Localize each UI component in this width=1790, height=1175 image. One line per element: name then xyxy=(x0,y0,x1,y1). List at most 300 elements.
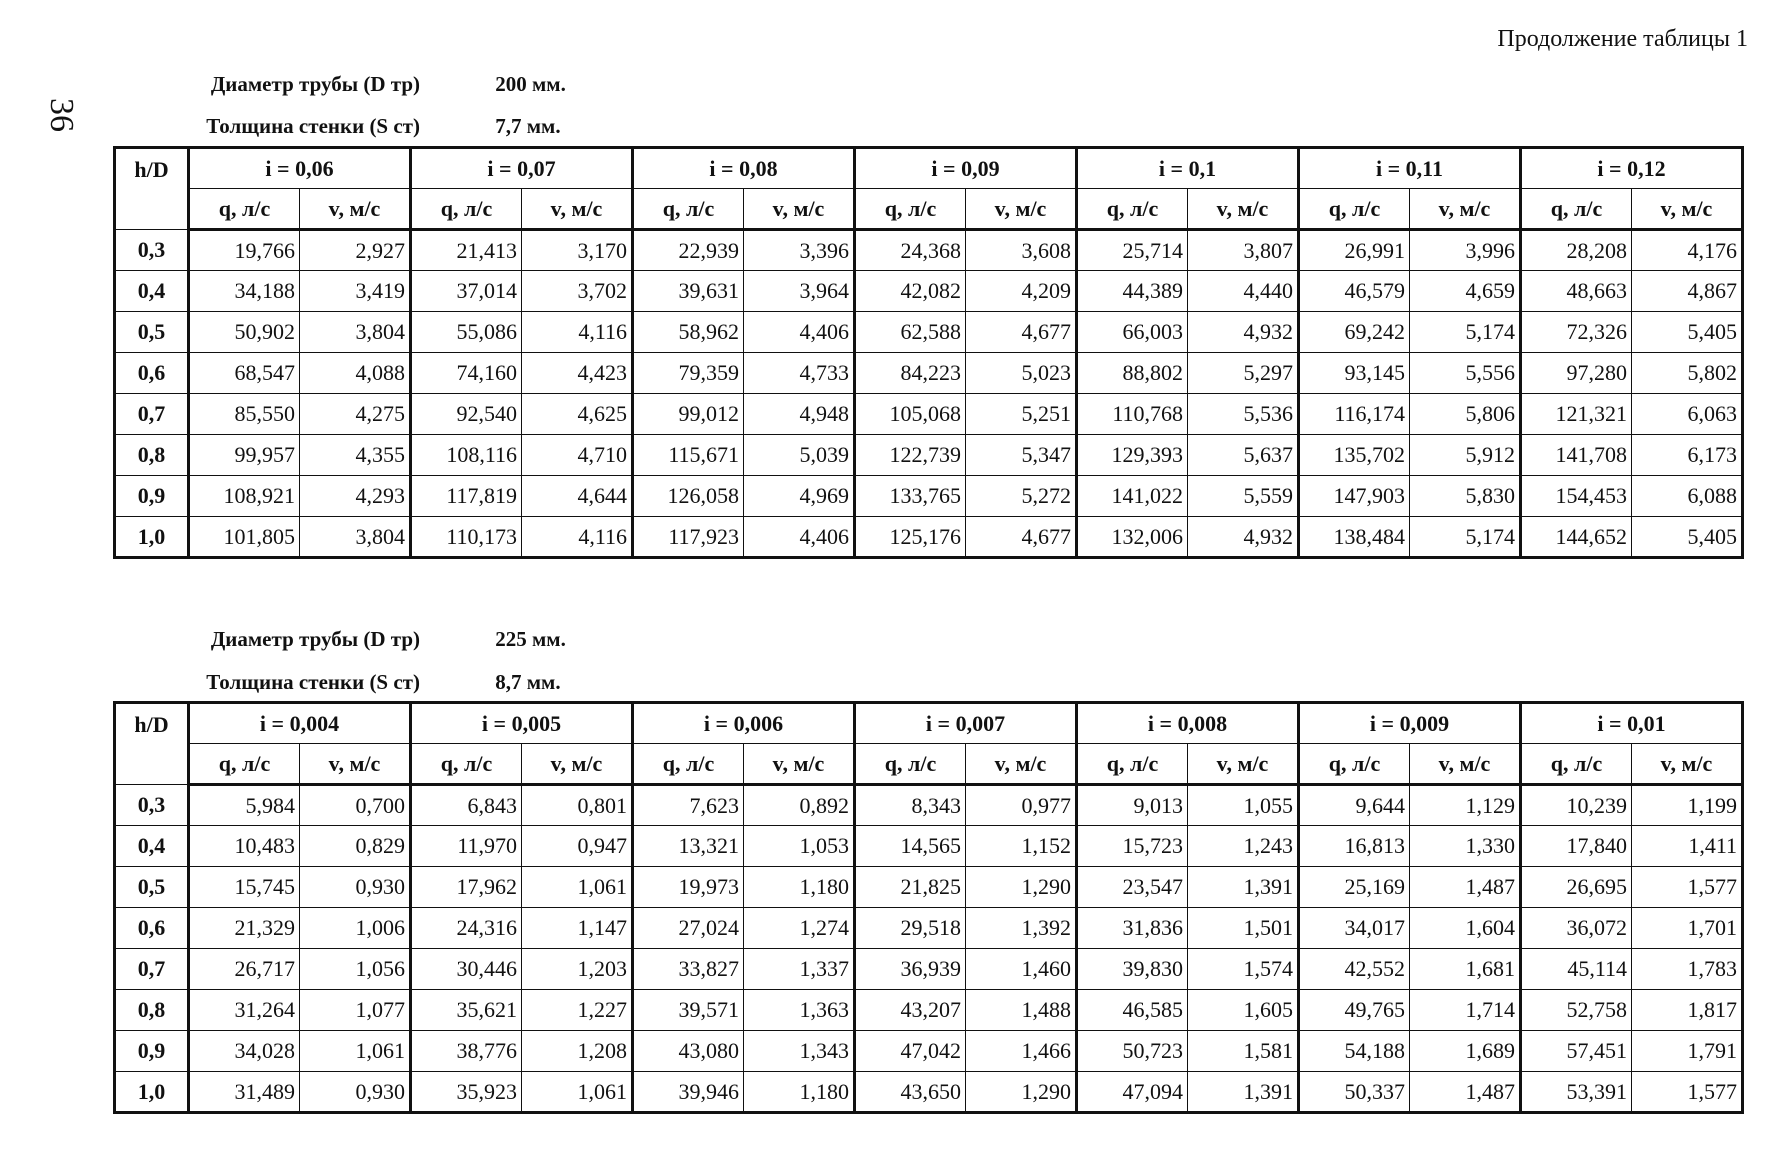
velocity-cell: 1,203 xyxy=(522,949,633,990)
flow-column-header: q, л/с xyxy=(411,744,522,785)
flow-cell: 57,451 xyxy=(1521,1031,1632,1072)
flow-cell: 21,413 xyxy=(411,230,522,271)
flow-cell: 24,368 xyxy=(855,230,966,271)
velocity-cell: 1,392 xyxy=(966,908,1077,949)
flow-cell: 50,337 xyxy=(1299,1072,1410,1113)
flow-cell: 7,623 xyxy=(633,785,744,826)
flow-column-header: q, л/с xyxy=(1521,744,1632,785)
velocity-cell: 1,391 xyxy=(1188,1072,1299,1113)
velocity-cell: 4,867 xyxy=(1632,271,1743,312)
velocity-cell: 1,574 xyxy=(1188,949,1299,990)
velocity-cell: 1,689 xyxy=(1410,1031,1521,1072)
flow-column-header: q, л/с xyxy=(633,744,744,785)
flow-cell: 25,714 xyxy=(1077,230,1188,271)
flow-cell: 147,903 xyxy=(1299,476,1410,517)
velocity-column-header: v, м/с xyxy=(1188,189,1299,230)
hd-value: 0,7 xyxy=(115,394,189,435)
flow-cell: 16,813 xyxy=(1299,826,1410,867)
flow-cell: 15,723 xyxy=(1077,826,1188,867)
flow-cell: 9,013 xyxy=(1077,785,1188,826)
velocity-cell: 4,423 xyxy=(522,353,633,394)
flow-cell: 11,970 xyxy=(411,826,522,867)
velocity-cell: 1,714 xyxy=(1410,990,1521,1031)
velocity-cell: 5,272 xyxy=(966,476,1077,517)
hd-value: 0,8 xyxy=(115,435,189,476)
velocity-cell: 4,116 xyxy=(522,312,633,353)
flow-cell: 48,663 xyxy=(1521,271,1632,312)
flow-cell: 31,489 xyxy=(189,1072,300,1113)
flow-cell: 5,984 xyxy=(189,785,300,826)
flow-cell: 47,094 xyxy=(1077,1072,1188,1113)
flow-column-header: q, л/с xyxy=(1521,189,1632,230)
flow-cell: 68,547 xyxy=(189,353,300,394)
velocity-cell: 1,056 xyxy=(300,949,411,990)
hd-value: 1,0 xyxy=(115,517,189,558)
velocity-cell: 1,487 xyxy=(1410,1072,1521,1113)
velocity-cell: 4,625 xyxy=(522,394,633,435)
flow-cell: 19,766 xyxy=(189,230,300,271)
flow-cell: 24,316 xyxy=(411,908,522,949)
velocity-cell: 1,227 xyxy=(522,990,633,1031)
flow-cell: 135,702 xyxy=(1299,435,1410,476)
flow-cell: 115,671 xyxy=(633,435,744,476)
velocity-cell: 0,930 xyxy=(300,867,411,908)
flow-cell: 6,843 xyxy=(411,785,522,826)
velocity-cell: 4,932 xyxy=(1188,517,1299,558)
velocity-cell: 5,556 xyxy=(1410,353,1521,394)
velocity-cell: 1,290 xyxy=(966,1072,1077,1113)
flow-column-header: q, л/с xyxy=(855,189,966,230)
velocity-cell: 5,912 xyxy=(1410,435,1521,476)
hd-value: 0,4 xyxy=(115,271,189,312)
velocity-cell: 1,061 xyxy=(300,1031,411,1072)
flow-cell: 39,946 xyxy=(633,1072,744,1113)
velocity-cell: 4,644 xyxy=(522,476,633,517)
flow-cell: 66,003 xyxy=(1077,312,1188,353)
wall-label: Толщина стенки (S ст) xyxy=(206,670,420,694)
flow-cell: 35,923 xyxy=(411,1072,522,1113)
diameter-label: Диаметр трубы (D тр) xyxy=(210,627,420,651)
velocity-cell: 1,604 xyxy=(1410,908,1521,949)
velocity-column-header: v, м/с xyxy=(522,189,633,230)
velocity-cell: 1,147 xyxy=(522,908,633,949)
velocity-cell: 1,053 xyxy=(744,826,855,867)
velocity-cell: 1,180 xyxy=(744,867,855,908)
slope-group-header: i = 0,06 xyxy=(189,148,411,189)
table-2-wrap xyxy=(113,701,1744,1114)
page-number: 36 xyxy=(43,98,80,132)
flow-cell: 14,565 xyxy=(855,826,966,867)
velocity-cell: 1,061 xyxy=(522,1072,633,1113)
flow-cell: 46,585 xyxy=(1077,990,1188,1031)
hd-value: 0,9 xyxy=(115,1031,189,1072)
slope-group-header: i = 0,006 xyxy=(633,703,855,744)
velocity-cell: 4,176 xyxy=(1632,230,1743,271)
velocity-cell: 1,330 xyxy=(1410,826,1521,867)
velocity-cell: 3,996 xyxy=(1410,230,1521,271)
flow-column-header: q, л/с xyxy=(189,189,300,230)
flow-cell: 35,621 xyxy=(411,990,522,1031)
velocity-cell: 4,659 xyxy=(1410,271,1521,312)
flow-cell: 50,902 xyxy=(189,312,300,353)
velocity-column-header: v, м/с xyxy=(522,744,633,785)
flow-cell: 38,776 xyxy=(411,1031,522,1072)
flow-cell: 28,208 xyxy=(1521,230,1632,271)
velocity-cell: 4,677 xyxy=(966,517,1077,558)
flow-cell: 15,745 xyxy=(189,867,300,908)
flow-cell: 34,017 xyxy=(1299,908,1410,949)
velocity-cell: 0,801 xyxy=(522,785,633,826)
flow-cell: 31,264 xyxy=(189,990,300,1031)
flow-column-header: q, л/с xyxy=(411,189,522,230)
flow-column-header: q, л/с xyxy=(1077,744,1188,785)
velocity-column-header: v, м/с xyxy=(1410,189,1521,230)
flow-cell: 110,173 xyxy=(411,517,522,558)
velocity-cell: 1,274 xyxy=(744,908,855,949)
velocity-cell: 3,608 xyxy=(966,230,1077,271)
velocity-cell: 1,006 xyxy=(300,908,411,949)
flow-cell: 58,962 xyxy=(633,312,744,353)
flow-cell: 22,939 xyxy=(633,230,744,271)
velocity-cell: 4,710 xyxy=(522,435,633,476)
velocity-cell: 5,039 xyxy=(744,435,855,476)
velocity-cell: 1,391 xyxy=(1188,867,1299,908)
flow-column-header: q, л/с xyxy=(633,189,744,230)
hd-value: 0,4 xyxy=(115,826,189,867)
velocity-cell: 4,932 xyxy=(1188,312,1299,353)
wall-label: Толщина стенки (S ст) xyxy=(206,114,420,138)
flow-cell: 21,329 xyxy=(189,908,300,949)
flow-cell: 10,483 xyxy=(189,826,300,867)
velocity-cell: 4,275 xyxy=(300,394,411,435)
velocity-cell: 1,243 xyxy=(1188,826,1299,867)
velocity-cell: 4,355 xyxy=(300,435,411,476)
flow-cell: 52,758 xyxy=(1521,990,1632,1031)
flow-cell: 26,717 xyxy=(189,949,300,990)
slope-group-header: i = 0,008 xyxy=(1077,703,1299,744)
table-row xyxy=(115,353,1743,394)
velocity-cell: 1,466 xyxy=(966,1031,1077,1072)
flow-cell: 93,145 xyxy=(1299,353,1410,394)
velocity-cell: 0,947 xyxy=(522,826,633,867)
flow-cell: 30,446 xyxy=(411,949,522,990)
velocity-cell: 4,406 xyxy=(744,312,855,353)
slope-group-header: i = 0,12 xyxy=(1521,148,1743,189)
flow-cell: 117,819 xyxy=(411,476,522,517)
velocity-column-header: v, м/с xyxy=(1632,744,1743,785)
velocity-cell: 1,487 xyxy=(1410,867,1521,908)
flow-cell: 72,326 xyxy=(1521,312,1632,353)
wall-value: 8,7 мм. xyxy=(495,670,561,694)
velocity-cell: 5,174 xyxy=(1410,312,1521,353)
velocity-cell: 4,440 xyxy=(1188,271,1299,312)
velocity-cell: 5,174 xyxy=(1410,517,1521,558)
velocity-cell: 4,088 xyxy=(300,353,411,394)
velocity-cell: 5,536 xyxy=(1188,394,1299,435)
flow-cell: 154,453 xyxy=(1521,476,1632,517)
flow-cell: 141,708 xyxy=(1521,435,1632,476)
flow-cell: 23,547 xyxy=(1077,867,1188,908)
slope-group-header: i = 0,07 xyxy=(411,148,633,189)
slope-group-header: i = 0,007 xyxy=(855,703,1077,744)
diameter-value: 225 мм. xyxy=(495,627,566,651)
diameter-label: Диаметр трубы (D тр) xyxy=(210,72,420,96)
flow-cell: 9,644 xyxy=(1299,785,1410,826)
hd-value: 0,3 xyxy=(115,785,189,826)
velocity-cell: 1,055 xyxy=(1188,785,1299,826)
flow-cell: 45,114 xyxy=(1521,949,1632,990)
velocity-cell: 3,396 xyxy=(744,230,855,271)
flow-cell: 125,176 xyxy=(855,517,966,558)
velocity-cell: 1,199 xyxy=(1632,785,1743,826)
hd-value: 0,6 xyxy=(115,353,189,394)
diameter-value: 200 мм. xyxy=(495,72,566,96)
velocity-cell: 1,783 xyxy=(1632,949,1743,990)
velocity-cell: 1,129 xyxy=(1410,785,1521,826)
flow-cell: 43,207 xyxy=(855,990,966,1031)
flow-cell: 108,921 xyxy=(189,476,300,517)
flow-cell: 36,072 xyxy=(1521,908,1632,949)
velocity-cell: 3,964 xyxy=(744,271,855,312)
table-row xyxy=(115,230,1743,271)
velocity-cell: 1,077 xyxy=(300,990,411,1031)
flow-cell: 122,739 xyxy=(855,435,966,476)
slope-group-header: i = 0,08 xyxy=(633,148,855,189)
velocity-cell: 1,208 xyxy=(522,1031,633,1072)
flow-cell: 116,174 xyxy=(1299,394,1410,435)
flow-cell: 110,768 xyxy=(1077,394,1188,435)
velocity-cell: 4,733 xyxy=(744,353,855,394)
flow-cell: 141,022 xyxy=(1077,476,1188,517)
velocity-cell: 3,419 xyxy=(300,271,411,312)
table-row xyxy=(115,990,1743,1031)
table-row xyxy=(115,1072,1743,1113)
flow-cell: 117,923 xyxy=(633,517,744,558)
slope-group-header: i = 0,009 xyxy=(1299,703,1521,744)
flow-cell: 29,518 xyxy=(855,908,966,949)
hd-value: 0,9 xyxy=(115,476,189,517)
flow-cell: 17,840 xyxy=(1521,826,1632,867)
hd-value: 0,5 xyxy=(115,312,189,353)
flow-cell: 133,765 xyxy=(855,476,966,517)
velocity-cell: 1,290 xyxy=(966,867,1077,908)
flow-cell: 21,825 xyxy=(855,867,966,908)
flow-cell: 47,042 xyxy=(855,1031,966,1072)
flow-cell: 62,588 xyxy=(855,312,966,353)
velocity-cell: 1,337 xyxy=(744,949,855,990)
velocity-cell: 5,559 xyxy=(1188,476,1299,517)
flow-cell: 144,652 xyxy=(1521,517,1632,558)
flow-cell: 101,805 xyxy=(189,517,300,558)
hd-value: 0,6 xyxy=(115,908,189,949)
table-row xyxy=(115,908,1743,949)
flow-cell: 10,239 xyxy=(1521,785,1632,826)
velocity-cell: 3,170 xyxy=(522,230,633,271)
flow-cell: 121,321 xyxy=(1521,394,1632,435)
flow-cell: 44,389 xyxy=(1077,271,1188,312)
velocity-cell: 5,023 xyxy=(966,353,1077,394)
velocity-column-header: v, м/с xyxy=(966,189,1077,230)
velocity-cell: 5,802 xyxy=(1632,353,1743,394)
velocity-cell: 1,152 xyxy=(966,826,1077,867)
flow-cell: 105,068 xyxy=(855,394,966,435)
flow-cell: 69,242 xyxy=(1299,312,1410,353)
flow-cell: 36,939 xyxy=(855,949,966,990)
velocity-cell: 1,701 xyxy=(1632,908,1743,949)
table-row xyxy=(115,867,1743,908)
flow-cell: 126,058 xyxy=(633,476,744,517)
table-row xyxy=(115,1031,1743,1072)
flow-cell: 53,391 xyxy=(1521,1072,1632,1113)
slope-group-header: i = 0,11 xyxy=(1299,148,1521,189)
velocity-column-header: v, м/с xyxy=(300,744,411,785)
velocity-cell: 1,581 xyxy=(1188,1031,1299,1072)
velocity-cell: 5,347 xyxy=(966,435,1077,476)
velocity-cell: 3,702 xyxy=(522,271,633,312)
velocity-cell: 5,405 xyxy=(1632,312,1743,353)
flow-cell: 85,550 xyxy=(189,394,300,435)
table-row xyxy=(115,785,1743,826)
slope-group-header: i = 0,005 xyxy=(411,703,633,744)
flow-cell: 39,571 xyxy=(633,990,744,1031)
table-row xyxy=(115,435,1743,476)
velocity-cell: 1,605 xyxy=(1188,990,1299,1031)
flow-cell: 129,393 xyxy=(1077,435,1188,476)
velocity-cell: 4,293 xyxy=(300,476,411,517)
velocity-cell: 1,460 xyxy=(966,949,1077,990)
table-row xyxy=(115,517,1743,558)
flow-cell: 34,188 xyxy=(189,271,300,312)
flow-cell: 50,723 xyxy=(1077,1031,1188,1072)
hd-value: 0,8 xyxy=(115,990,189,1031)
flow-cell: 55,086 xyxy=(411,312,522,353)
flow-column-header: q, л/с xyxy=(1299,189,1410,230)
velocity-cell: 1,061 xyxy=(522,867,633,908)
hd-value: 0,3 xyxy=(115,230,189,271)
hd-value: 1,0 xyxy=(115,1072,189,1113)
flow-cell: 132,006 xyxy=(1077,517,1188,558)
velocity-cell: 3,804 xyxy=(300,517,411,558)
velocity-cell: 0,930 xyxy=(300,1072,411,1113)
flow-cell: 138,484 xyxy=(1299,517,1410,558)
table-row xyxy=(115,312,1743,353)
velocity-cell: 1,577 xyxy=(1632,867,1743,908)
slope-group-header: i = 0,01 xyxy=(1521,703,1743,744)
velocity-cell: 1,817 xyxy=(1632,990,1743,1031)
flow-cell: 43,650 xyxy=(855,1072,966,1113)
velocity-cell: 1,577 xyxy=(1632,1072,1743,1113)
velocity-cell: 4,209 xyxy=(966,271,1077,312)
flow-cell: 8,343 xyxy=(855,785,966,826)
wall-row-2 xyxy=(150,670,561,695)
velocity-cell: 1,180 xyxy=(744,1072,855,1113)
velocity-cell: 1,411 xyxy=(1632,826,1743,867)
velocity-cell: 1,681 xyxy=(1410,949,1521,990)
flow-cell: 49,765 xyxy=(1299,990,1410,1031)
slope-group-header: i = 0,09 xyxy=(855,148,1077,189)
hd-header: h/D xyxy=(115,148,189,230)
velocity-cell: 3,804 xyxy=(300,312,411,353)
velocity-cell: 1,791 xyxy=(1632,1031,1743,1072)
flow-cell: 74,160 xyxy=(411,353,522,394)
continuation-caption: Продолжение таблицы 1 xyxy=(1497,26,1748,52)
hd-header: h/D xyxy=(115,703,189,785)
velocity-cell: 6,173 xyxy=(1632,435,1743,476)
velocity-column-header: v, м/с xyxy=(744,744,855,785)
table-row xyxy=(115,271,1743,312)
flow-cell: 39,830 xyxy=(1077,949,1188,990)
flow-cell: 54,188 xyxy=(1299,1031,1410,1072)
velocity-cell: 5,830 xyxy=(1410,476,1521,517)
velocity-cell: 4,677 xyxy=(966,312,1077,353)
wall-value: 7,7 мм. xyxy=(495,114,561,138)
velocity-cell: 5,637 xyxy=(1188,435,1299,476)
velocity-cell: 2,927 xyxy=(300,230,411,271)
wall-row-1 xyxy=(150,114,561,139)
flow-cell: 37,014 xyxy=(411,271,522,312)
slope-group-header: i = 0,1 xyxy=(1077,148,1299,189)
velocity-cell: 4,948 xyxy=(744,394,855,435)
velocity-cell: 3,807 xyxy=(1188,230,1299,271)
hd-value: 0,7 xyxy=(115,949,189,990)
pipe-flow-table xyxy=(113,701,1744,1114)
velocity-column-header: v, м/с xyxy=(1188,744,1299,785)
hd-value: 0,5 xyxy=(115,867,189,908)
velocity-column-header: v, м/с xyxy=(1632,189,1743,230)
flow-cell: 108,116 xyxy=(411,435,522,476)
velocity-cell: 1,501 xyxy=(1188,908,1299,949)
flow-cell: 43,080 xyxy=(633,1031,744,1072)
flow-column-header: q, л/с xyxy=(1299,744,1410,785)
pipe-flow-table xyxy=(113,146,1744,559)
table-row xyxy=(115,476,1743,517)
velocity-cell: 1,488 xyxy=(966,990,1077,1031)
velocity-cell: 0,829 xyxy=(300,826,411,867)
velocity-column-header: v, м/с xyxy=(744,189,855,230)
flow-cell: 92,540 xyxy=(411,394,522,435)
velocity-cell: 5,251 xyxy=(966,394,1077,435)
velocity-column-header: v, м/с xyxy=(1410,744,1521,785)
flow-cell: 84,223 xyxy=(855,353,966,394)
velocity-cell: 4,406 xyxy=(744,517,855,558)
flow-cell: 33,827 xyxy=(633,949,744,990)
flow-cell: 42,552 xyxy=(1299,949,1410,990)
velocity-cell: 5,297 xyxy=(1188,353,1299,394)
velocity-cell: 1,363 xyxy=(744,990,855,1031)
flow-cell: 25,169 xyxy=(1299,867,1410,908)
flow-cell: 34,028 xyxy=(189,1031,300,1072)
flow-cell: 27,024 xyxy=(633,908,744,949)
velocity-cell: 6,063 xyxy=(1632,394,1743,435)
flow-cell: 19,973 xyxy=(633,867,744,908)
flow-column-header: q, л/с xyxy=(1077,189,1188,230)
slope-group-header: i = 0,004 xyxy=(189,703,411,744)
diameter-row-1 xyxy=(150,72,566,97)
table-row xyxy=(115,394,1743,435)
flow-column-header: q, л/с xyxy=(855,744,966,785)
flow-cell: 39,631 xyxy=(633,271,744,312)
flow-cell: 88,802 xyxy=(1077,353,1188,394)
flow-cell: 42,082 xyxy=(855,271,966,312)
flow-cell: 17,962 xyxy=(411,867,522,908)
flow-cell: 26,695 xyxy=(1521,867,1632,908)
diameter-row-2 xyxy=(150,627,566,652)
table-row xyxy=(115,826,1743,867)
velocity-cell: 5,405 xyxy=(1632,517,1743,558)
velocity-cell: 4,116 xyxy=(522,517,633,558)
table-1-wrap xyxy=(113,146,1744,559)
velocity-cell: 0,892 xyxy=(744,785,855,826)
